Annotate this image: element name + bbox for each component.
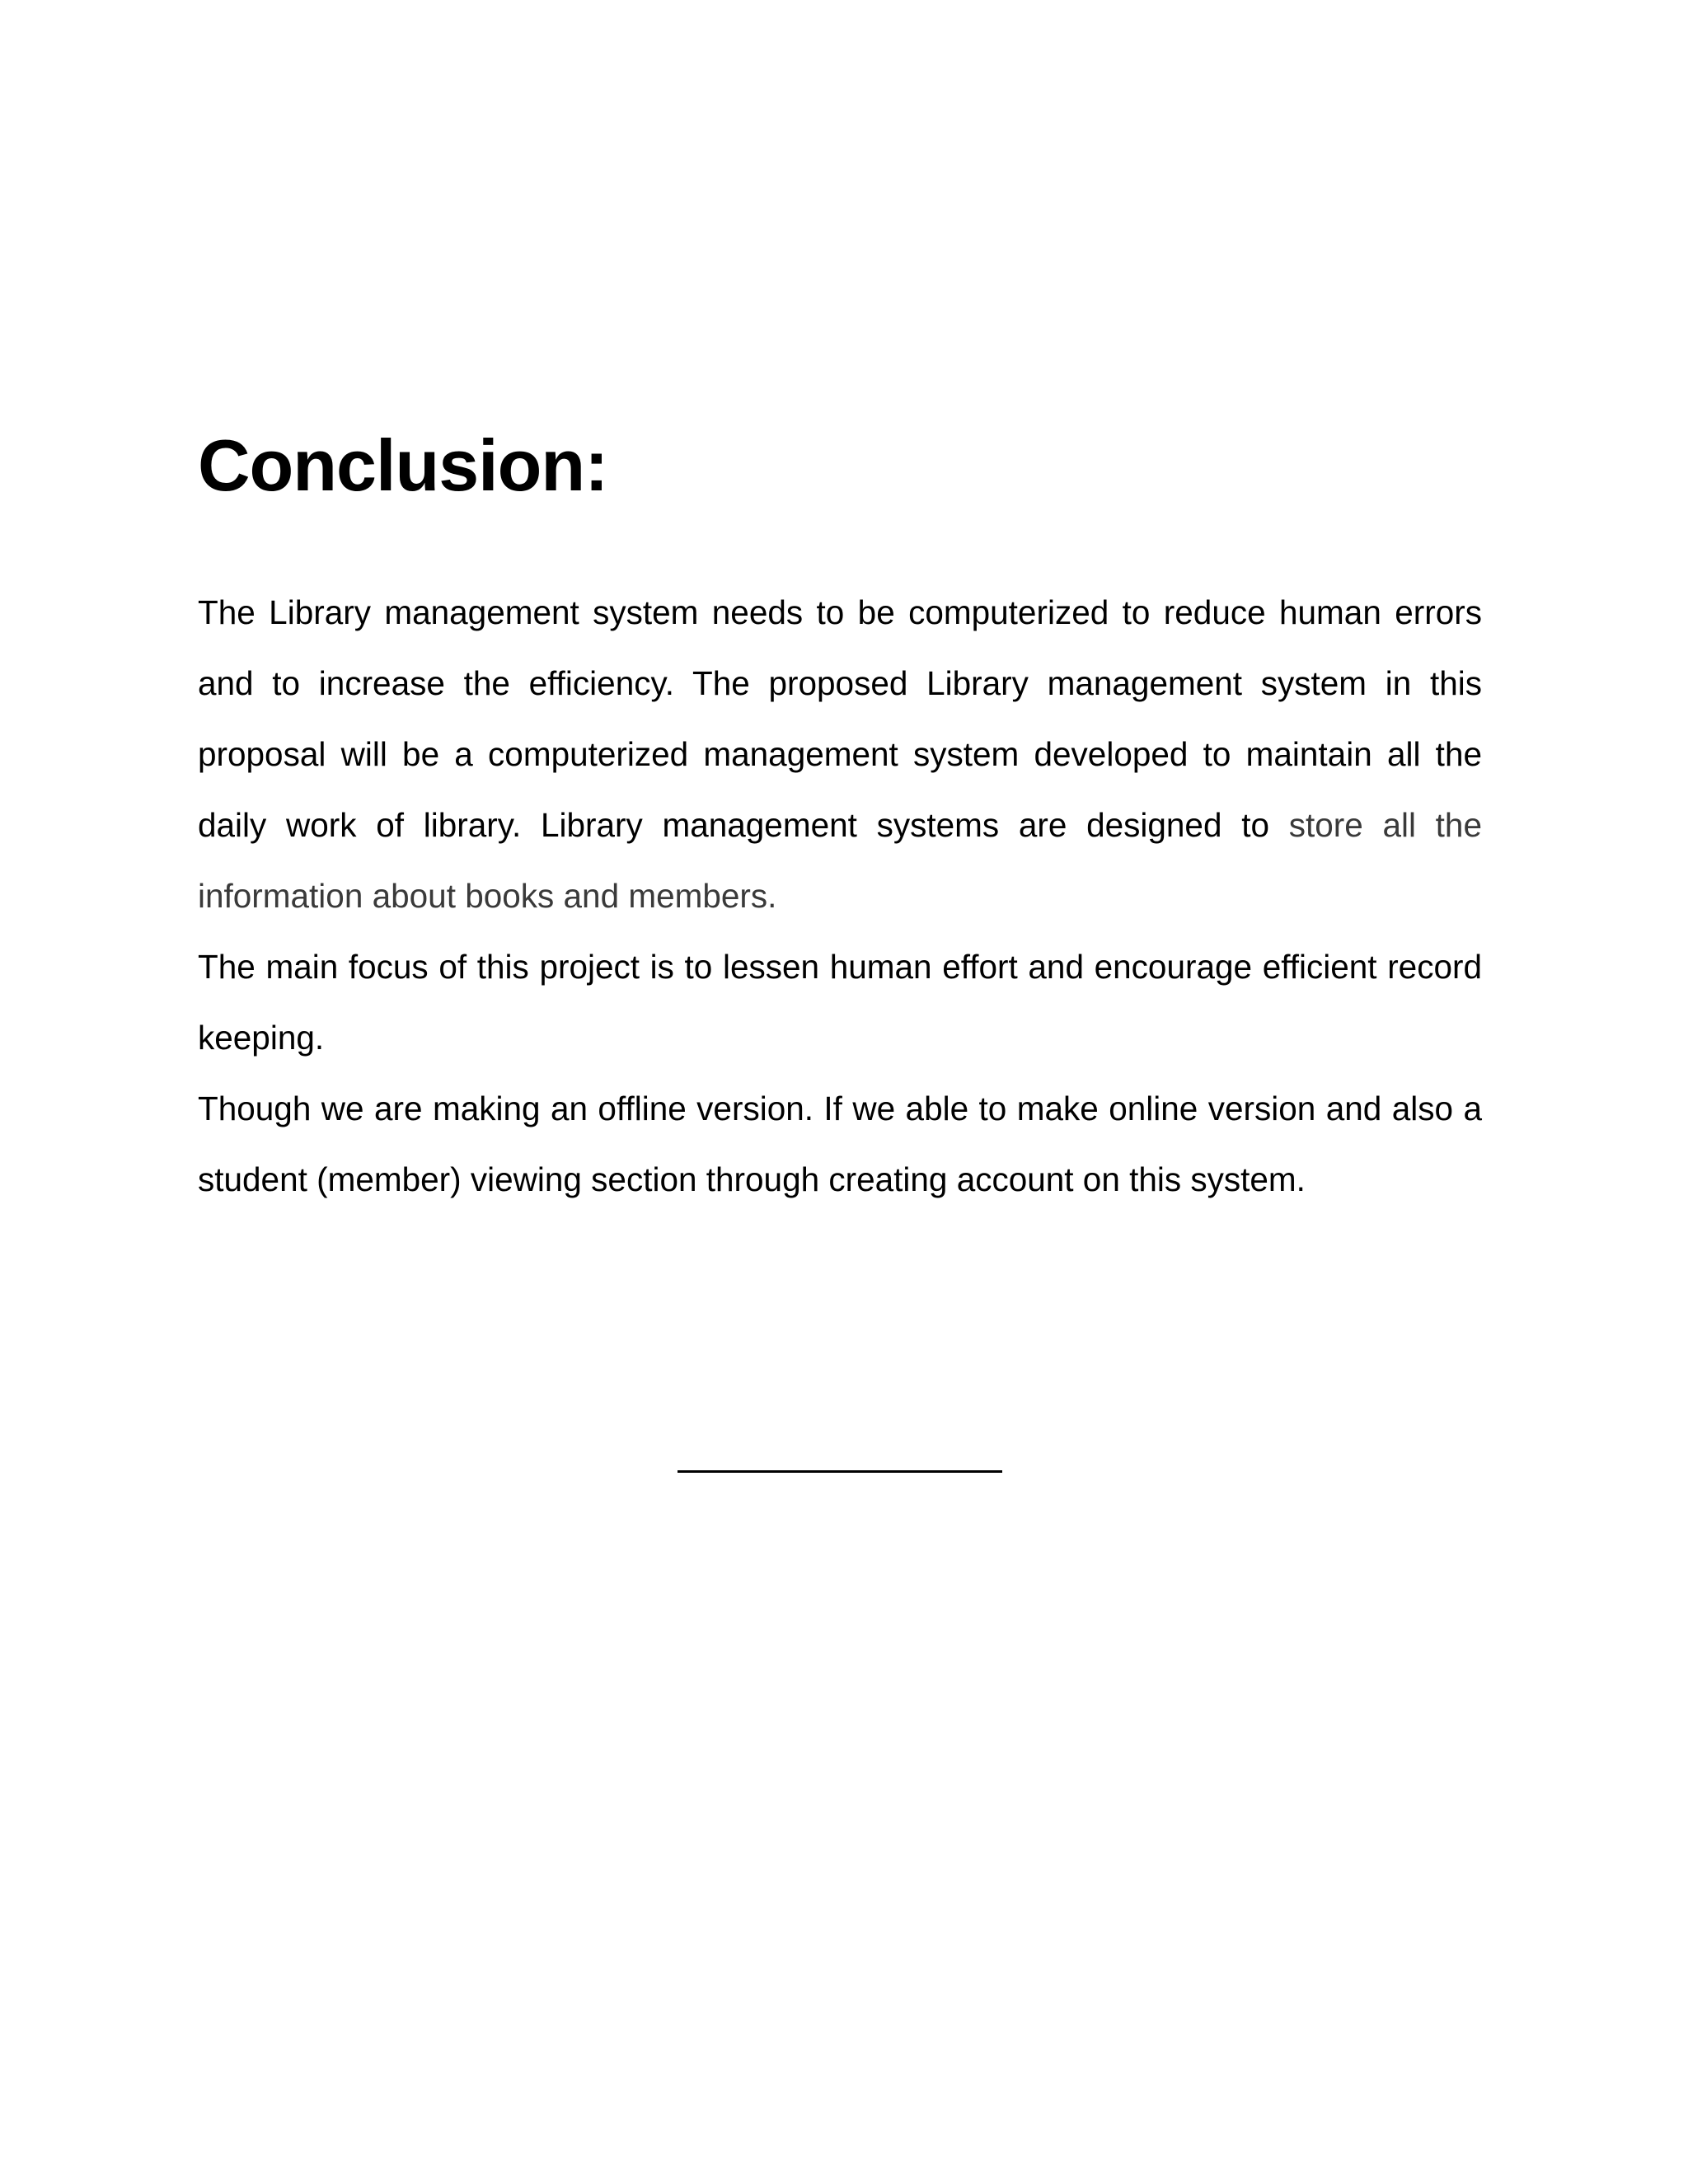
paragraph-3: Though we are making an offline version. If we able to make online version and also a student (member) viewing section through creating account on this system. xyxy=(198,1090,1482,1198)
paragraph-1-main: The Library management system needs to be computerized to reduce human errors and to increase the efficiency. The proposed Library management system in this proposal will be a computerized management system developed to maintain all the daily work of library. Library management systems are designed to xyxy=(198,593,1482,844)
paragraph-1-tail: store all the information about books and members. xyxy=(198,806,1482,915)
paragraph-2: The main focus of this project is to lessen human effort and encourage efficient record keeping. xyxy=(198,948,1482,1057)
end-divider xyxy=(678,1470,1002,1473)
conclusion-body xyxy=(198,577,1482,1215)
paragraph-1 xyxy=(198,577,1482,931)
page-title: Conclusion: xyxy=(198,424,608,506)
